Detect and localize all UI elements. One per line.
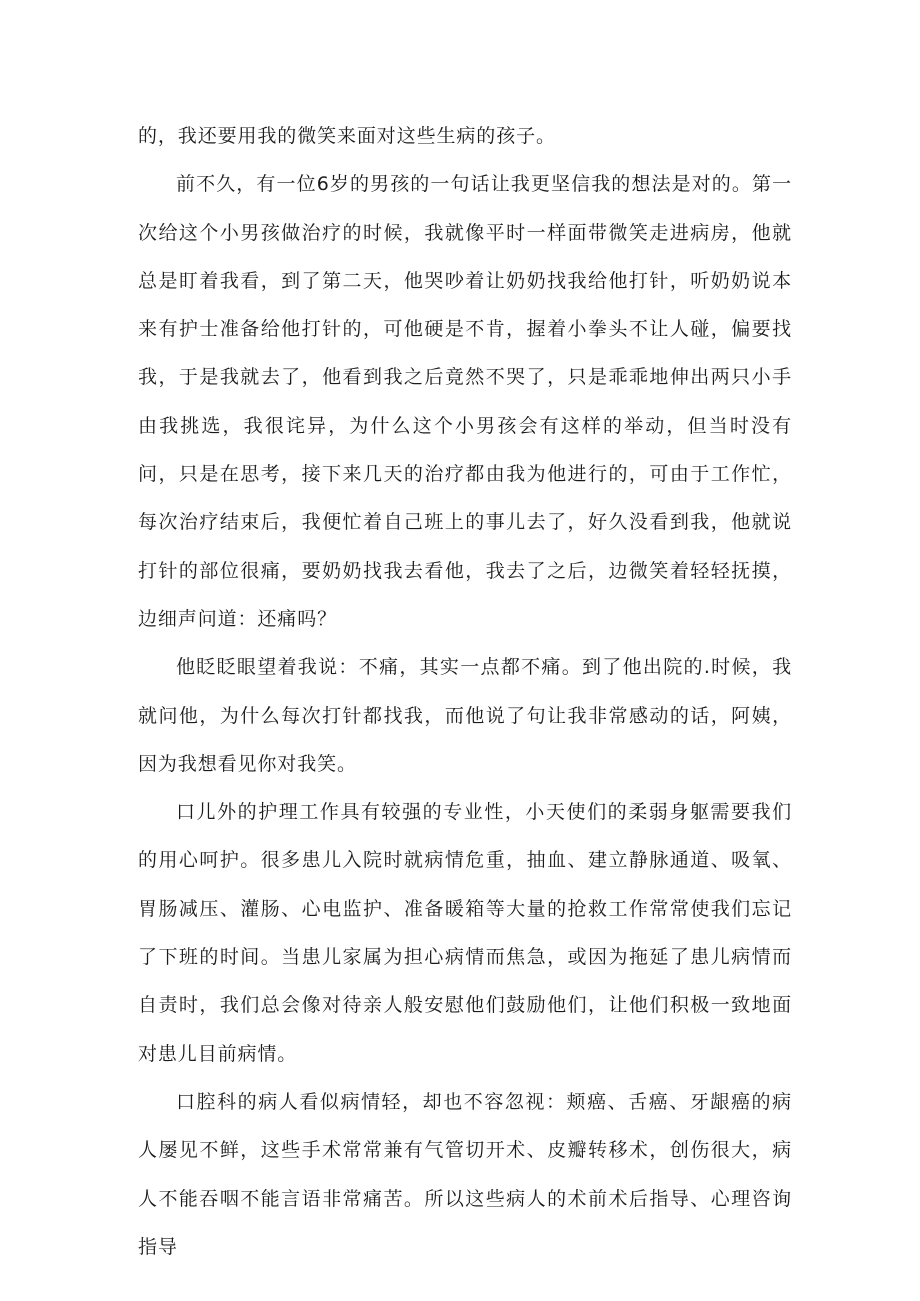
paragraph-5: 口腔科的病人看似病情轻，却也不容忽视：颊癌、舌癌、牙龈癌的病人屡见不鲜，这些手术常常兼有气管切开术、皮瓣转移术，创伤很大，病人不能吞咽不能言语非常痛苦。所以这些病人的术前术后指导、心理咨询指导: [138, 1090, 792, 1258]
document-body: [138, 112, 792, 1271]
paragraph-1: 的，我还要用我的微笑来面对这些生病的孩子。: [138, 125, 556, 147]
paragraph-4: 口儿外的护理工作具有较强的专业性，小天使们的柔弱身躯需要我们的用心呵护。很多患儿入院时就病情危重，抽血、建立静脉通道、吸氧、胃肠减压、灌肠、心电监护、准备暖箱等大量的抢救工作常常使我们忘记了下班的时间。当患儿家属为担心病情而焦急，或因为拖延了患儿病情而自责时，我们总会像对待亲人般安慰他们鼓励他们，让他们积极一致地面对患儿目前病情。: [138, 801, 792, 1065]
paragraph-2: 前不久，有一位6岁的男孩的一句话让我更坚信我的想法是对的。第一次给这个小男孩做治疗的时候，我就像平时一样面带微笑走进病房，他就总是盯着我看，到了第二天，他哭吵着让奶奶找我给他打针，听奶奶说本来有护士准备给他打针的，可他硬是不肯，握着小拳头不让人碰，偏要找我，于是我就去了，他看到我之后竟然不哭了，只是乖乖地伸出两只小手由我挑选，我很诧异，为什么这个小男孩会有这样的举动，但当时没有问，只是在思考，接下来几天的治疗都由我为他进行的，可由于工作忙，每次治疗结束后，我便忙着自己班上的事儿去了，好久没看到我，他就说打针的部位很痛，要奶奶找我去看他，我去了之后，边微笑着轻轻抚摸，边细声问道：还痛吗？: [138, 173, 792, 630]
paragraph-3: 他眨眨眼望着我说：不痛，其实一点都不痛。到了他出院的.时候，我就问他，为什么每次打针都找我，而他说了句让我非常感动的话，阿姨，因为我想看见你对我笑。: [138, 656, 792, 775]
